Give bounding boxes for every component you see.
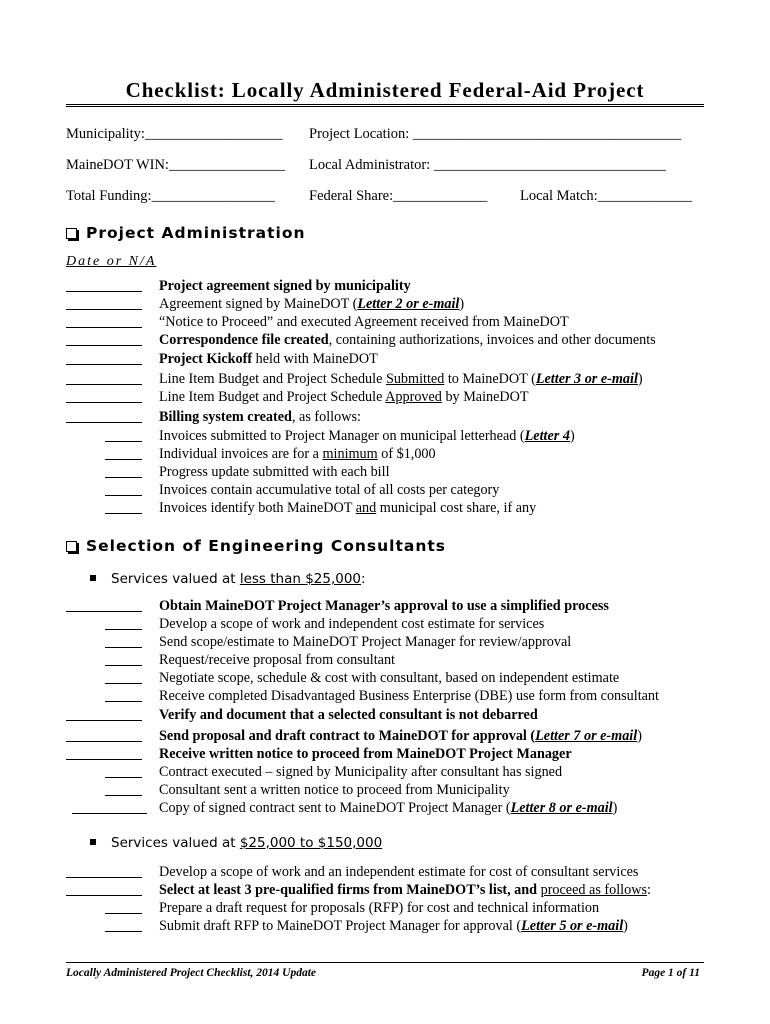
item-text-part: )	[569, 428, 575, 444]
checklist-row	[0, 800, 770, 818]
date-entry-line[interactable]	[105, 701, 142, 702]
date-entry-line[interactable]	[105, 441, 142, 442]
item-text-part: Submitted	[385, 371, 445, 387]
item-text-part: minimum	[322, 446, 378, 462]
section-project-administration	[66, 224, 306, 242]
checklist-row	[0, 464, 770, 482]
checklist-row	[0, 446, 770, 464]
date-entry-line[interactable]	[66, 345, 142, 346]
item-text-part: Negotiate scope, schedule & cost with consultant, based on independent estimate	[159, 670, 620, 686]
win-field[interactable]: MaineDOT WIN:________________	[66, 157, 285, 173]
checklist-item-text	[159, 482, 499, 499]
date-entry-line[interactable]	[66, 402, 142, 403]
item-text-part: :	[646, 882, 651, 898]
checklist-item-text	[159, 707, 538, 724]
page-number: Page 1 of 11	[641, 967, 700, 979]
checklist-item-text	[159, 500, 536, 517]
checklist-item-text	[159, 616, 544, 633]
checkbox-icon	[66, 228, 77, 239]
item-text-part: Approved	[385, 389, 442, 405]
federal-share-field[interactable]: Federal Share:_____________	[309, 188, 488, 204]
checklist-row	[0, 482, 770, 500]
local-match-field[interactable]: Local Match:_____________	[520, 188, 692, 204]
checklist-row	[0, 332, 770, 350]
checklist-row	[0, 746, 770, 764]
checklist-item-text	[159, 728, 642, 745]
checklist-row	[0, 688, 770, 706]
checklist-item-text	[159, 634, 571, 651]
checklist-row	[0, 764, 770, 782]
subsection-label: Services valued at	[111, 835, 240, 851]
section-engineering-consultants	[66, 537, 446, 555]
letter-reference: Letter 5 or e-mail	[521, 918, 624, 934]
item-text-part: Request/receive proposal from consultant	[159, 652, 395, 668]
checklist-row	[0, 900, 770, 918]
date-entry-line[interactable]	[66, 741, 142, 742]
checklist-item-text	[159, 389, 529, 406]
item-text-part: Correspondence file created	[159, 332, 329, 348]
checklist-item-text	[159, 332, 656, 349]
item-text-part: Line Item Budget and Project Schedule	[159, 371, 386, 387]
item-text-part: Agreement signed by MaineDOT (	[159, 296, 358, 312]
item-text-part: Billing system created	[159, 409, 292, 425]
item-text-part: Select at least 3 pre-qualified firms from MaineDOT’s list, and	[159, 882, 541, 898]
checklist-row	[0, 314, 770, 332]
subsection-amount: less than $25,000	[239, 571, 362, 587]
checklist-row	[0, 652, 770, 670]
title-rule	[66, 104, 704, 107]
item-text-part: Individual invoices are for a	[159, 446, 323, 462]
checklist-row	[0, 296, 770, 314]
checklist-item-text	[159, 598, 609, 615]
checklist-item-text	[159, 314, 569, 331]
project-location-field[interactable]: Project Location: _____________________________________	[309, 126, 682, 142]
date-entry-line[interactable]	[105, 495, 142, 496]
section-heading-label: Selection of Engineering Consultants	[86, 537, 447, 555]
checklist-row	[0, 598, 770, 616]
checklist-row	[0, 409, 770, 427]
item-text-part: by MaineDOT	[441, 389, 529, 405]
checklist-item-text	[159, 409, 361, 426]
letter-reference: Letter 3 or e-mail	[535, 371, 638, 387]
page-title: Checklist: Locally Administered Federal-Aid Project	[125, 78, 645, 102]
item-text-part: “Notice to Proceed” and executed Agreement received from MaineDOT	[159, 314, 569, 330]
date-entry-line[interactable]	[105, 931, 142, 932]
checklist-item-text	[159, 782, 510, 799]
date-entry-line[interactable]	[72, 813, 147, 814]
item-text-part: and	[355, 500, 377, 516]
item-text-part: municipal cost share, if any	[376, 500, 537, 516]
checklist-row	[0, 864, 770, 882]
checklist-row	[0, 428, 770, 446]
item-text-part: Prepare a draft request for proposals (RFP) for cost and technical information	[159, 900, 600, 916]
date-entry-line[interactable]	[105, 647, 142, 648]
date-entry-line[interactable]	[66, 309, 142, 310]
date-entry-line[interactable]	[105, 683, 142, 684]
item-text-part: Receive written notice to proceed from MaineDOT Project Manager	[159, 746, 572, 762]
checklist-item-text	[159, 746, 572, 763]
checklist-item-text	[159, 278, 411, 295]
subsection-amount: $25,000 to $150,000	[239, 835, 383, 851]
checklist-row	[0, 371, 770, 389]
checklist-row	[0, 278, 770, 296]
item-text-part: Submit draft RFP to MaineDOT Project Manager for approval (	[159, 918, 522, 934]
subsection-tail: :	[361, 571, 366, 587]
date-entry-line[interactable]	[66, 759, 142, 760]
checklist-item-text	[159, 882, 651, 899]
letter-reference: Letter 8 or e-mail	[510, 800, 613, 816]
subsection-under-25000	[90, 571, 366, 587]
date-entry-line[interactable]	[66, 895, 142, 896]
date-or-na-label: Date or N/A	[66, 254, 157, 269]
checklist-row	[0, 782, 770, 800]
footer-title: Locally Administered Project Checklist, 2014 Update	[66, 967, 316, 979]
checklist-item-text	[159, 652, 395, 669]
item-text-part: Develop a scope of work and an independent estimate for cost of consultant services	[159, 864, 639, 880]
item-text-part: Project Kickoff	[159, 351, 253, 367]
item-text-part: , as follows:	[291, 409, 361, 425]
checklist-row	[0, 918, 770, 936]
item-text-part: Consultant sent a written notice to proceed from Municipality	[159, 782, 510, 798]
item-text-part: Copy of signed contract sent to MaineDOT Project Manager (	[159, 800, 511, 816]
item-text-part: , containing authorizations, invoices and other documents	[328, 332, 656, 348]
checklist-item-text	[159, 351, 378, 368]
subsection-25000-to-150000	[90, 835, 382, 851]
date-entry-line[interactable]	[105, 795, 142, 796]
date-entry-line[interactable]	[105, 629, 142, 630]
checklist-item-text	[159, 670, 619, 687]
item-text-part: Invoices identify both MaineDOT	[159, 500, 356, 516]
checklist-row	[0, 634, 770, 652]
item-text-part: )	[623, 918, 628, 934]
letter-reference: Letter 2 or e-mail	[357, 296, 460, 312]
checklist-item-text	[159, 371, 643, 388]
item-text-part: to MaineDOT (	[444, 371, 536, 387]
item-text-part: Line Item Budget and Project Schedule	[159, 389, 386, 405]
local-administrator-field[interactable]: Local Administrator: ________________________________	[309, 157, 666, 173]
date-entry-line[interactable]	[66, 422, 142, 423]
item-text-part: Send proposal and draft contract to MaineDOT for approval (	[159, 728, 536, 744]
checklist-item-text	[159, 446, 436, 463]
item-text-part: )	[637, 371, 643, 387]
item-text-part: held with MaineDOT	[252, 351, 378, 367]
item-text-part: )	[612, 800, 618, 816]
letter-reference: Letter 7 or e-mail	[535, 728, 638, 744]
checklist-row	[0, 616, 770, 634]
date-entry-line[interactable]	[105, 477, 142, 478]
checklist-row	[0, 670, 770, 688]
date-entry-line[interactable]	[66, 327, 142, 328]
date-entry-line[interactable]	[105, 459, 142, 460]
item-text-part: Invoices contain accumulative total of all costs per category	[159, 482, 500, 498]
item-text-part: Contract executed – signed by Municipality after consultant has signed	[159, 764, 563, 780]
footer-rule	[66, 962, 704, 963]
item-text-part: Project agreement signed by municipality	[159, 278, 411, 294]
checklist-item-text	[159, 900, 599, 917]
date-entry-line[interactable]	[66, 364, 142, 365]
date-entry-line[interactable]	[66, 611, 142, 612]
item-text-part: Send scope/estimate to MaineDOT Project Manager for review/approval	[159, 634, 572, 650]
square-bullet-icon	[90, 575, 96, 581]
checklist-row	[0, 351, 770, 369]
checklist-item-text	[159, 864, 638, 881]
item-text-part: )	[637, 728, 642, 744]
checklist-row	[0, 500, 770, 518]
total-funding-field[interactable]: Total Funding:_________________	[66, 188, 275, 204]
checklist-row	[0, 389, 770, 407]
checklist-item-text	[159, 764, 562, 781]
item-text-part: Develop a scope of work and independent cost estimate for services	[159, 616, 545, 632]
item-text-part: proceed as follows	[540, 882, 647, 898]
item-text-part: of $1,000	[377, 446, 436, 462]
checklist-item-text	[159, 464, 390, 481]
date-entry-line[interactable]	[66, 877, 142, 878]
item-text-part: Verify and document that a selected consultant is not debarred	[159, 707, 538, 723]
item-text-part: Progress update submitted with each bill	[159, 464, 390, 480]
letter-reference: Letter 4	[524, 428, 570, 444]
date-entry-line[interactable]	[105, 513, 142, 514]
checklist-row	[0, 882, 770, 900]
checklist-row	[0, 728, 770, 746]
checkbox-icon	[66, 541, 77, 552]
checklist-item-text	[159, 688, 659, 705]
checklist-item-text	[159, 800, 617, 817]
date-entry-line[interactable]	[66, 384, 142, 385]
checklist-item-text	[159, 296, 464, 313]
item-text-part: Obtain MaineDOT Project Manager’s approval to use a simplified process	[159, 598, 609, 614]
section-heading-label: Project Administration	[86, 224, 306, 242]
municipality-field[interactable]: Municipality:___________________	[66, 126, 283, 142]
date-entry-line[interactable]	[66, 720, 142, 721]
date-entry-line[interactable]	[105, 665, 142, 666]
item-text-part: )	[459, 296, 465, 312]
date-entry-line[interactable]	[66, 291, 142, 292]
checklist-item-text	[159, 428, 575, 445]
item-text-part: Invoices submitted to Project Manager on municipal letterhead (	[159, 428, 525, 444]
subsection-label: Services valued at	[111, 571, 240, 587]
checklist-item-text	[159, 918, 628, 935]
item-text-part: Receive completed Disadvantaged Business Enterprise (DBE) use form from consultant	[159, 688, 659, 704]
date-entry-line[interactable]	[105, 777, 142, 778]
date-entry-line[interactable]	[105, 913, 142, 914]
checklist-row	[0, 707, 770, 725]
square-bullet-icon	[90, 839, 96, 845]
